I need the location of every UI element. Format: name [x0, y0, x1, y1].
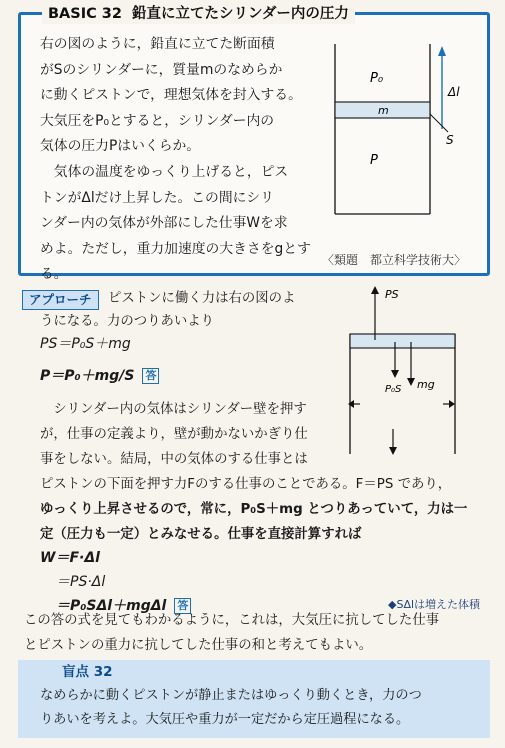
answer-mark-1: 答 — [142, 368, 159, 384]
approach-para-c: この答の式を見てもわかるように，これは，大気圧に抗してした仕事 とピストンの重力に抗してした仕事の和と考えてもよい。 — [24, 613, 440, 653]
answer-mark-2: 答 — [174, 598, 191, 614]
side-note: ◆SΔlは増えた体積 — [388, 598, 481, 611]
problem-source: 〈類題 都立科学技術大〉 — [322, 253, 467, 267]
approach-line1: ピストンに働く力は右の図のよ — [108, 291, 296, 306]
problem-title — [42, 4, 355, 24]
fig1-m-label: m — [378, 104, 389, 117]
blindspot-text: なめらかに動くピストンが静止またはゆっくり動くとき，力のつ りあいを考えよ。大気圧や重力が一定だから定圧過程になる。 — [40, 688, 422, 727]
fig2-p0s-label: P₀S — [385, 384, 402, 395]
equation-3: W＝F·Δl — [40, 550, 100, 566]
problem-title-text: 鉛直に立てたシリンダー内の圧力 — [131, 6, 349, 22]
problem-number: BASIC 32 — [48, 6, 122, 22]
approach-label: アプローチ — [22, 290, 99, 310]
equation-4: ＝PS·Δl — [56, 574, 106, 590]
blindspot-label: 盲点 32 — [62, 664, 113, 680]
fig1-p-label: P — [370, 153, 378, 168]
fig2-mg-label: mg — [417, 378, 435, 391]
equation-5: ＝P₀SΔl＋mgΔl 答 — [56, 595, 191, 615]
equation-1: PS＝P₀S＋mg — [40, 336, 131, 352]
fig2-ps-label: PS — [385, 288, 399, 301]
fig1-dl-label: Δl — [448, 85, 460, 99]
approach-para-b: ゆっくり上昇させるので，常に，P₀S＋mg とつりあっていて，力は一 定（圧力も一定）とみなせる。仕事を直接計算すれば — [40, 502, 468, 542]
approach-para-a: シリンダー内の気体はシリンダー壁を押す が，仕事の定義より，壁が動かないかぎり仕 事をしない。結局，中の気体のする仕事とは ピストンの下面を押す力Fのする仕事のことである。F＝PS であり， — [40, 402, 452, 492]
problem-text: 右の図のように，鉛直に立てた断面積 がSのシリンダーに，質量mのなめらか に動くピストンで，理想気体を封入する。 大気圧をP₀とすると，シリンダー内の 気体の圧力Pはいくらか。 気体の温度をゆっくり上げると，ピス トンがΔlだけ上昇した。この間にシリ ンダー内の気体が外部にした仕事Wを求 めよ。ただし，重力加速度の大きさをgとする。 — [40, 36, 311, 283]
fig1-s-label: S — [446, 133, 454, 147]
cylinder-figure-1 — [330, 24, 480, 244]
equation-2: P＝P₀＋mg/S 答 — [40, 365, 159, 385]
fig1-p0-label: P₀ — [370, 71, 384, 86]
approach-line2: うになる。力のつりあいより — [40, 314, 215, 329]
